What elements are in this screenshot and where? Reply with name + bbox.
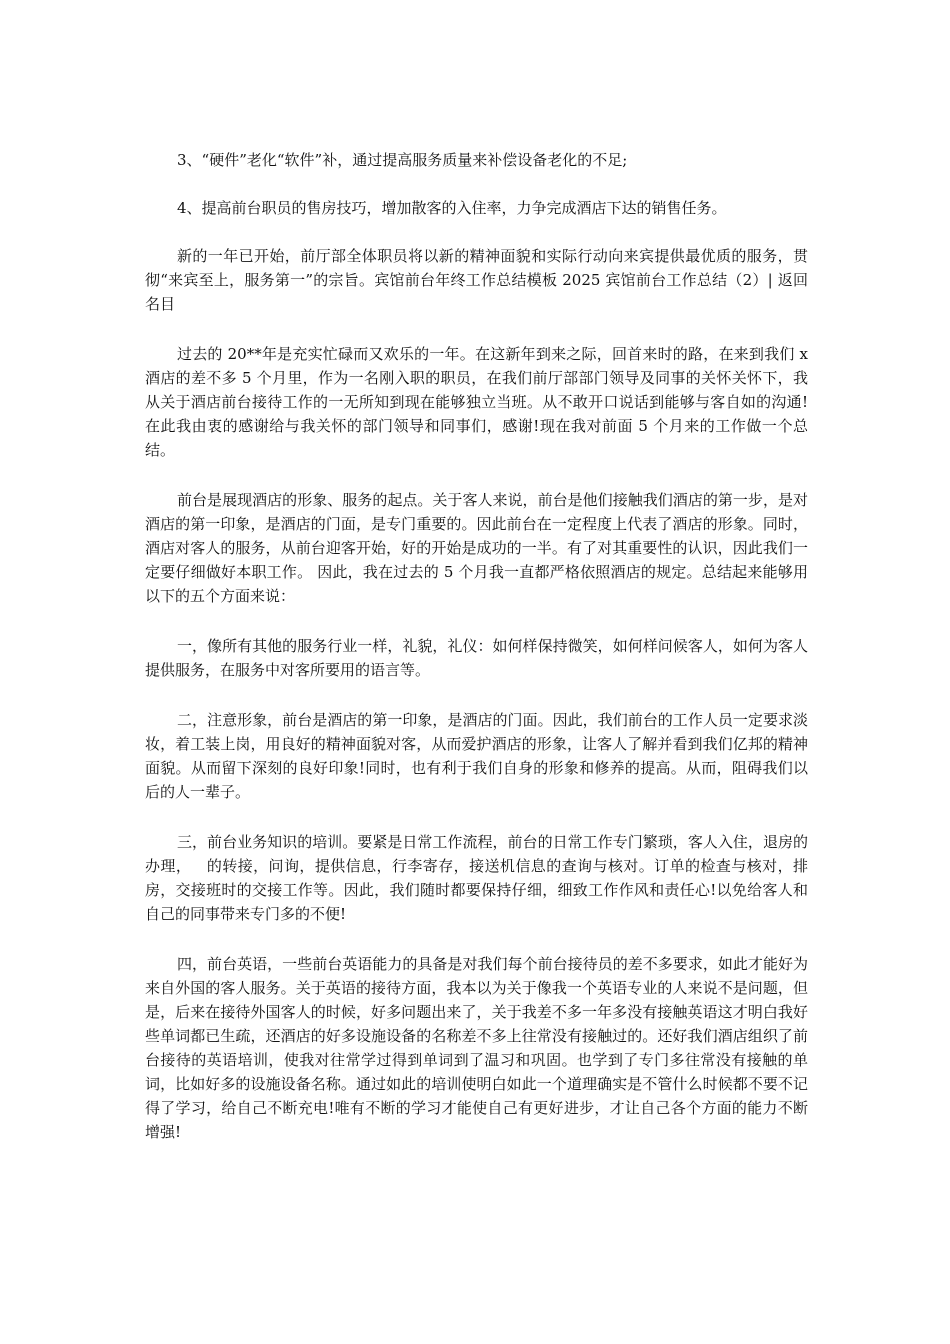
paragraph-point-three: 三，前台业务知识的培训。要紧是日常工作流程，前台的日常工作专门繁琐，客人入住，退房的办理， 的转接，问询，提供信息，行李寄存，接送机信息的查询与核对。订单的检查与核对，排房，交接班时的交接工作等。因此，我们随时都要保持仔细，细致工作作风和责任心!以免给客人和自己的同事带来专门多的不便!	[145, 833, 808, 923]
paragraph-item-4: 4、提高前台职员的售房技巧，增加散客的入住率，力争完成酒店下达的销售任务。	[177, 199, 727, 217]
paragraph-front-desk-role: 前台是展现酒店的形象、服务的起点。关于客人来说，前台是他们接触我们酒店的第一步，是对酒店的第一印象，是酒店的门面，是专门重要的。因此前台在一定程度上代表了酒店的形象。同时，酒店对客人的服务，从前台迎客开始，好的开始是成功的一半。有了对其重要性的认识，因此我们一定要仔细做好本职工作。 因此，我在过去的 5 个月我一直都严格依照酒店的规定。总结起来能够用以下的五个方面来说：	[145, 491, 808, 605]
paragraph-point-one: 一，像所有其他的服务行业一样，礼貌，礼仪：如何样保持微笑，如何样问候客人，如何为客人提供服务，在服务中对客所要用的语言等。	[145, 637, 808, 679]
paragraph-past-year: 过去的 20**年是充实忙碌而又欢乐的一年。在这新年到来之际，回首来时的路，在来到我们 x 酒店的差不多 5 个月里，作为一名刚入职的职员，在我们前厅部部门领导及同事的关怀关怀下，我从关于酒店前台接待工作的一无所知到现在能够独立当班。从不敢开口说话到能够与客自如的沟通!在此我由衷的感谢给与我关怀的部门领导和同事们，感谢!现在我对前面 5 个月来的工作做一个总结。	[145, 345, 813, 459]
paragraph-point-two: 二，注意形象，前台是酒店的第一印象，是酒店的门面。因此，我们前台的工作人员一定要求淡妆，着工装上岗，用良好的精神面貌对客，从而爱护酒店的形象，让客人了解并看到我们亿邦的精神面貌。从而留下深刻的良好印象!同时，也有利于我们自身的形象和修养的提高。从而，阻碍我们以后的人一辈子。	[145, 711, 808, 801]
paragraph-point-four: 四，前台英语，一些前台英语能力的具备是对我们每个前台接待员的差不多要求，如此才能好为来自外国的客人服务。关于英语的接待方面，我本以为关于像我一个英语专业的人来说不是问题，但是，后来在接待外国客人的时候，好多问题出来了，关于我差不多一年多没有接触英语这才明白我好些单词都已生疏，还酒店的好多设施设备的名称差不多上往常没有接触过的。还好我们酒店组织了前台接待的英语培训，使我对往常学过得到单词到了温习和巩固。也学到了专门多往常没有接触的单词，比如好多的设施设备名称。通过如此的培训使明白如此一个道理确实是不管什么时候都不要不记得了学习，给自己不断充电!唯有不断的学习才能使自己有更好进步，才让自己各个方面的能力不断增强!	[145, 955, 808, 1141]
paragraph-item-3: 3、“硬件”老化“软件”补，通过提高服务质量来补偿设备老化的不足;	[177, 151, 628, 169]
document-body	[145, 148, 813, 1170]
paragraph-new-year: 新的一年已开始，前厅部全体职员将以新的精神面貌和实际行动向来宾提供最优质的服务，贯彻“来宾至上，服务第一”的宗旨。宾馆前台年终工作总结模板 2025 宾馆前台工作总结（2）| 返回名目	[145, 247, 808, 313]
